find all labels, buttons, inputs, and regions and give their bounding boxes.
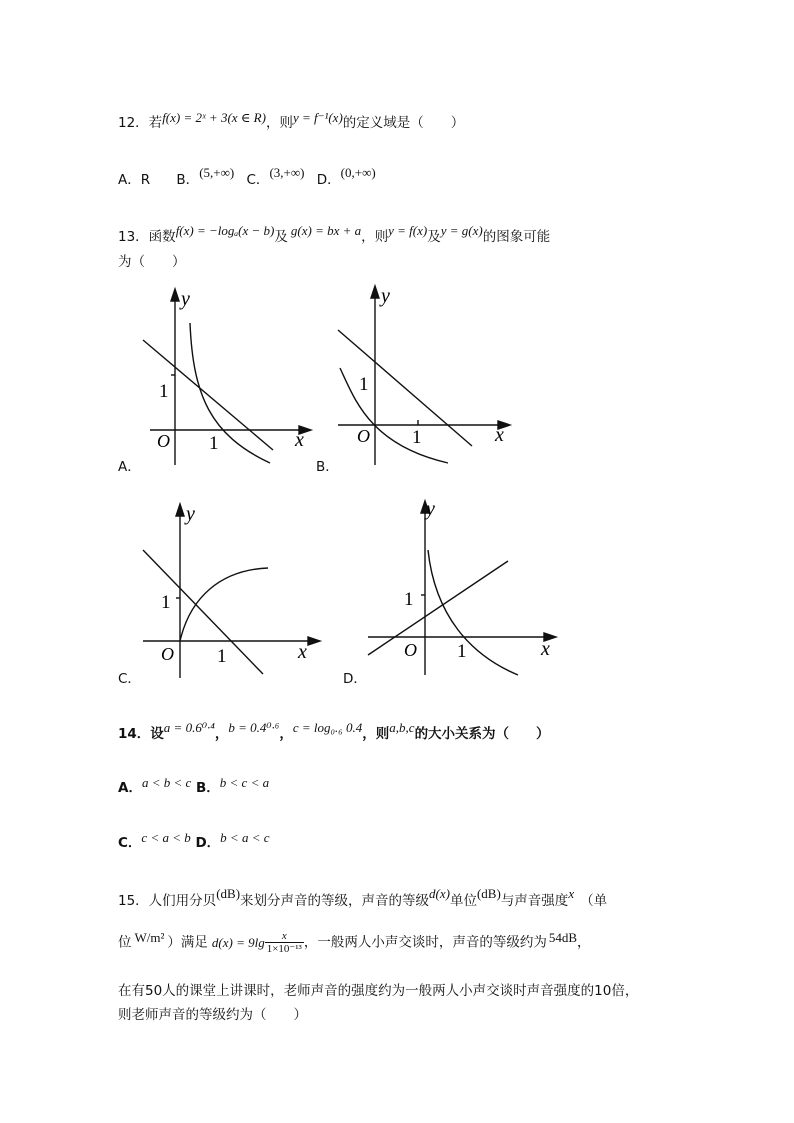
q13-yf: y = f(x) bbox=[388, 223, 428, 238]
graph-d-y-one: 1 bbox=[404, 589, 414, 610]
q12-number: 12．若 bbox=[118, 115, 163, 131]
q13-graph-d bbox=[360, 495, 560, 680]
q12-f-definition: f(x) = 2ˣ + 3(x ∈ R) bbox=[162, 110, 266, 125]
q12-option-d-label: D． bbox=[316, 172, 341, 188]
graph-d-x-one: 1 bbox=[457, 641, 467, 662]
q14-number: 14．设 bbox=[118, 726, 164, 742]
q12-tail: 的定义域是（ ） bbox=[342, 115, 465, 131]
q15-t2: 来划分声音的等级，声音的等级 bbox=[240, 893, 430, 909]
q14-abc: a,b,c bbox=[389, 720, 415, 735]
q13-option-d-label: D． bbox=[343, 671, 367, 687]
q14-a: a = 0.6⁰·⁴ bbox=[163, 720, 215, 735]
graph-d-line bbox=[368, 561, 508, 655]
graph-d-x-label: x bbox=[541, 638, 550, 660]
graph-d-origin: O bbox=[404, 640, 417, 660]
q14-c: c = log₀.₆ 0.4 bbox=[292, 720, 363, 735]
graph-c-y-one: 1 bbox=[161, 592, 171, 613]
q13-tail: 的图象可能 bbox=[482, 229, 551, 245]
q14-mid: ，则 bbox=[362, 726, 390, 742]
q13-g: g(x) = bx + a bbox=[290, 223, 362, 238]
q14-sep2: ， bbox=[279, 726, 293, 742]
q14-option-b-label: B． bbox=[195, 780, 220, 796]
q14-option-a: a < b < c bbox=[141, 775, 192, 790]
q12-mid: ，则 bbox=[265, 115, 293, 131]
graph-d-y-label: y bbox=[426, 498, 435, 520]
q14-option-a-label: A． bbox=[118, 780, 142, 796]
q15-t9: ， bbox=[577, 934, 591, 951]
graph-a-x-label: x bbox=[295, 429, 304, 451]
q15-line3: 在有50人的课堂上讲课时，老师声音的强度约为一般两人小声交谈时声音强度的10倍， bbox=[118, 983, 639, 999]
q12-option-c: (3,+∞) bbox=[269, 165, 305, 180]
q13-stem-line2: 为（ ） bbox=[118, 254, 186, 270]
q14-option-b: b < c < a bbox=[219, 775, 270, 790]
q15-t5: （单 bbox=[580, 893, 608, 909]
graph-b-y-label: y bbox=[381, 285, 390, 307]
q13-option-c-label: C． bbox=[118, 671, 141, 687]
q13-and2: 及 bbox=[427, 229, 441, 245]
q15-line4: 则老师声音的等级约为（ ） bbox=[118, 1007, 307, 1023]
q15-formula-numerator: x bbox=[265, 930, 304, 943]
graph-b-curve bbox=[340, 368, 448, 463]
q14-sep1: ， bbox=[214, 726, 229, 742]
q15-t7: ）满足 bbox=[167, 934, 208, 951]
q14-stem bbox=[118, 722, 550, 742]
q14-b: b = 0.4⁰·⁶ bbox=[228, 720, 280, 735]
graph-b-origin: O bbox=[357, 426, 370, 446]
graph-b-x-one: 1 bbox=[412, 427, 422, 448]
graph-a-y-arrow bbox=[171, 289, 179, 301]
q15-x: x bbox=[568, 886, 575, 901]
graph-d-curve bbox=[428, 550, 518, 675]
graph-c-y-label: y bbox=[186, 503, 195, 525]
graph-a-x-one: 1 bbox=[209, 433, 219, 454]
graph-c-x-arrow bbox=[308, 637, 320, 645]
q15-level: 54dB bbox=[548, 929, 577, 945]
q12-option-c-label: C． bbox=[246, 172, 270, 188]
graph-a-y-one: 1 bbox=[159, 381, 169, 402]
q15-formula-denominator: 1×10⁻¹³ bbox=[266, 943, 302, 956]
q15-t1: 15．人们用分贝 bbox=[118, 893, 217, 909]
q15-dx: d(x) bbox=[429, 886, 450, 901]
q13-mid: ，则 bbox=[361, 229, 389, 245]
q15-t6: 位 bbox=[118, 934, 132, 951]
graph-c-x-label: x bbox=[298, 641, 307, 663]
q13-f: f(x) = −logₐ(x − b) bbox=[175, 223, 275, 238]
q15-line1 bbox=[118, 886, 608, 909]
q14-option-d: b < a < c bbox=[220, 830, 270, 845]
q13-yg: y = g(x) bbox=[440, 223, 483, 238]
graph-c-curve bbox=[180, 568, 268, 641]
q12-stem bbox=[118, 111, 464, 131]
q14-options-row1 bbox=[118, 776, 269, 796]
graph-b-y-arrow bbox=[371, 286, 379, 298]
q12-options bbox=[118, 165, 376, 188]
q14-options-row2 bbox=[118, 831, 270, 851]
q13-stem bbox=[118, 225, 550, 245]
q13-and1: 及 bbox=[274, 229, 288, 245]
graph-c-origin: O bbox=[161, 644, 174, 664]
q13-graph-c bbox=[135, 498, 325, 683]
q13-number: 13．函数 bbox=[118, 229, 176, 245]
q13-option-a-label: A． bbox=[118, 459, 141, 475]
q14-option-c: c < a < b bbox=[141, 830, 191, 845]
q15-formula-fraction bbox=[265, 930, 304, 955]
q15-unit: W/m² bbox=[134, 929, 165, 945]
q12-option-d: (0,+∞) bbox=[340, 165, 376, 180]
q12-option-b-label: B． bbox=[176, 172, 200, 188]
graph-b-x-label: x bbox=[495, 424, 504, 446]
q15-t3: 单位 bbox=[449, 893, 477, 909]
q12-option-b: (5,+∞) bbox=[199, 165, 235, 180]
q15-t8: ，一般两人小声交谈时，声音的等级约为 bbox=[303, 934, 547, 951]
q12-option-a: A．R bbox=[118, 172, 151, 188]
graph-b-y-one: 1 bbox=[359, 374, 369, 395]
q15-formula-left: d(x) = 9lg bbox=[211, 934, 265, 950]
graph-a-y-label: y bbox=[181, 288, 190, 310]
q12-inverse: y = f⁻¹(x) bbox=[292, 110, 343, 125]
graph-c-x-one: 1 bbox=[217, 646, 227, 667]
graph-c-y-arrow bbox=[176, 504, 184, 516]
q13-graph-a bbox=[135, 285, 315, 475]
q15-db1: (dB) bbox=[216, 886, 241, 901]
q13-option-b-label: B． bbox=[316, 459, 339, 475]
q14-tail: 的大小关系为（ ） bbox=[414, 726, 550, 742]
q13-graph-b bbox=[330, 280, 515, 470]
q14-option-c-label: C． bbox=[118, 835, 142, 851]
graph-a-origin: O bbox=[157, 431, 170, 451]
q15-db2: (dB) bbox=[476, 886, 501, 901]
q15-t4: 与声音强度 bbox=[500, 893, 569, 909]
q14-option-d-label: D． bbox=[195, 835, 221, 851]
graph-a-curve bbox=[190, 323, 270, 463]
q15-line2 bbox=[118, 930, 591, 955]
